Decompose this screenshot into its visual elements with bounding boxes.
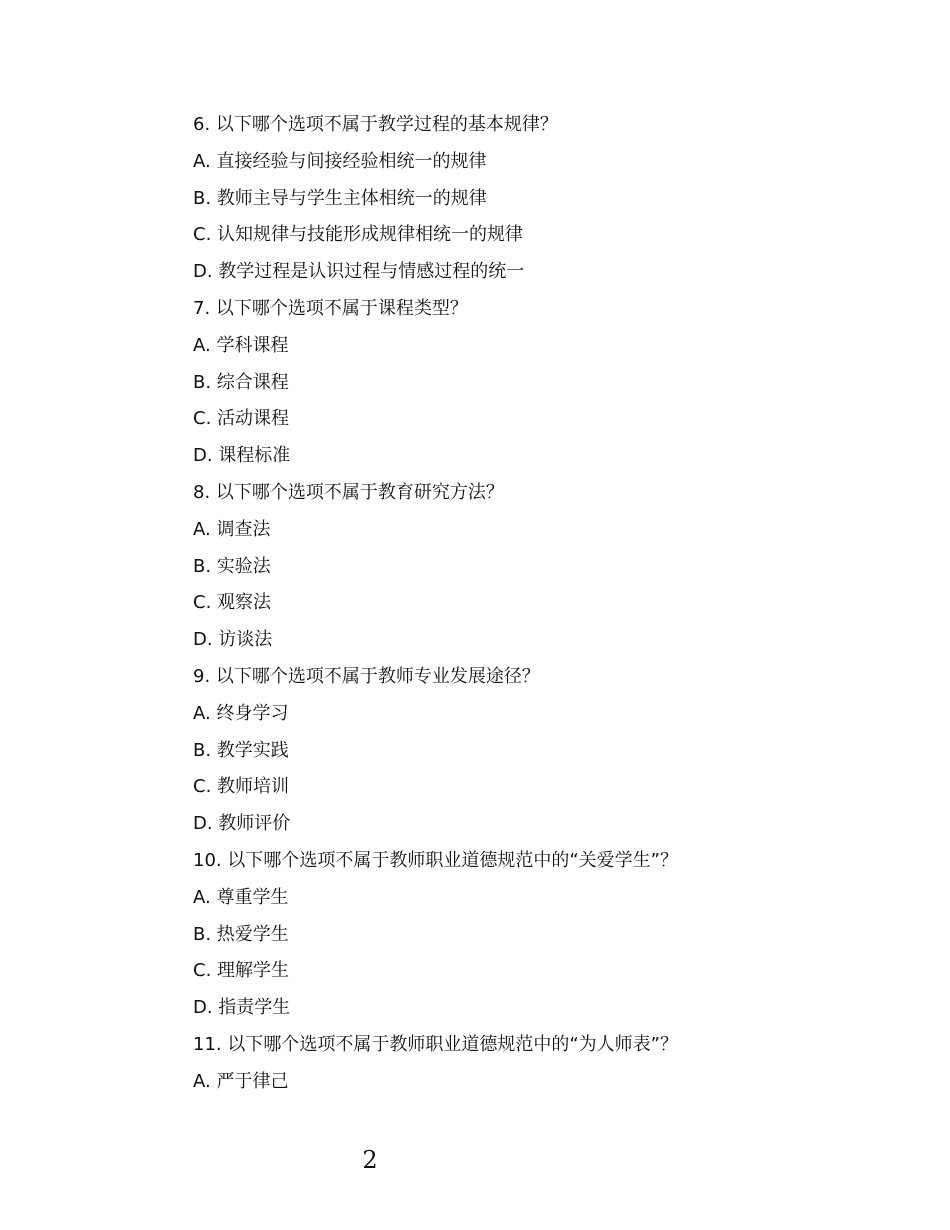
question-6-option-c: C. 认知规律与技能形成规律相统一的规律 — [193, 224, 524, 246]
question-9-option-a: A. 终身学习 — [193, 702, 289, 724]
question-11-text: 11. 以下哪个选项不属于教师职业道德规范中的“为人师表”？ — [193, 1033, 678, 1055]
question-7-option-d: D. 课程标准 — [193, 445, 291, 467]
question-6-option-d: D. 教学过程是认识过程与情感过程的统一 — [193, 261, 525, 283]
page-number: 2 — [362, 1146, 378, 1174]
question-7-text: 7. 以下哪个选项不属于课程类型？ — [193, 297, 468, 319]
question-6-option-a: A. 直接经验与间接经验相统一的规律 — [193, 150, 487, 172]
question-9-option-c: C. 教师培训 — [193, 776, 290, 798]
question-9-option-b: B. 教学实践 — [193, 739, 289, 761]
question-6-option-b: B. 教师主导与学生主体相统一的规律 — [193, 187, 487, 209]
question-11-option-a: A. 严于律己 — [193, 1070, 289, 1092]
question-9-option-d: D. 教师评价 — [193, 813, 291, 835]
question-10-text: 10. 以下哪个选项不属于教师职业道德规范中的“关爱学生”？ — [193, 849, 678, 871]
question-8-option-a: A. 调查法 — [193, 518, 271, 540]
question-10-option-a: A. 尊重学生 — [193, 886, 289, 908]
question-9-text: 9. 以下哪个选项不属于教师专业发展途径？ — [193, 665, 540, 687]
question-10-option-c: C. 理解学生 — [193, 960, 290, 982]
question-10-option-d: D. 指责学生 — [193, 997, 291, 1019]
question-6-text: 6. 以下哪个选项不属于教学过程的基本规律？ — [193, 114, 558, 135]
question-7-option-b: B. 综合课程 — [193, 371, 289, 393]
question-8-option-b: B. 实验法 — [193, 555, 271, 577]
question-8-option-c: C. 观察法 — [193, 592, 272, 614]
question-list — [193, 112, 833, 1106]
question-7-option-a: A. 学科课程 — [193, 334, 289, 356]
question-10-option-b: B. 热爱学生 — [193, 923, 289, 945]
question-7-option-c: C. 活动课程 — [193, 408, 290, 430]
question-8-option-d: D. 访谈法 — [193, 629, 273, 651]
question-8-text: 8. 以下哪个选项不属于教育研究方法？ — [193, 481, 504, 503]
